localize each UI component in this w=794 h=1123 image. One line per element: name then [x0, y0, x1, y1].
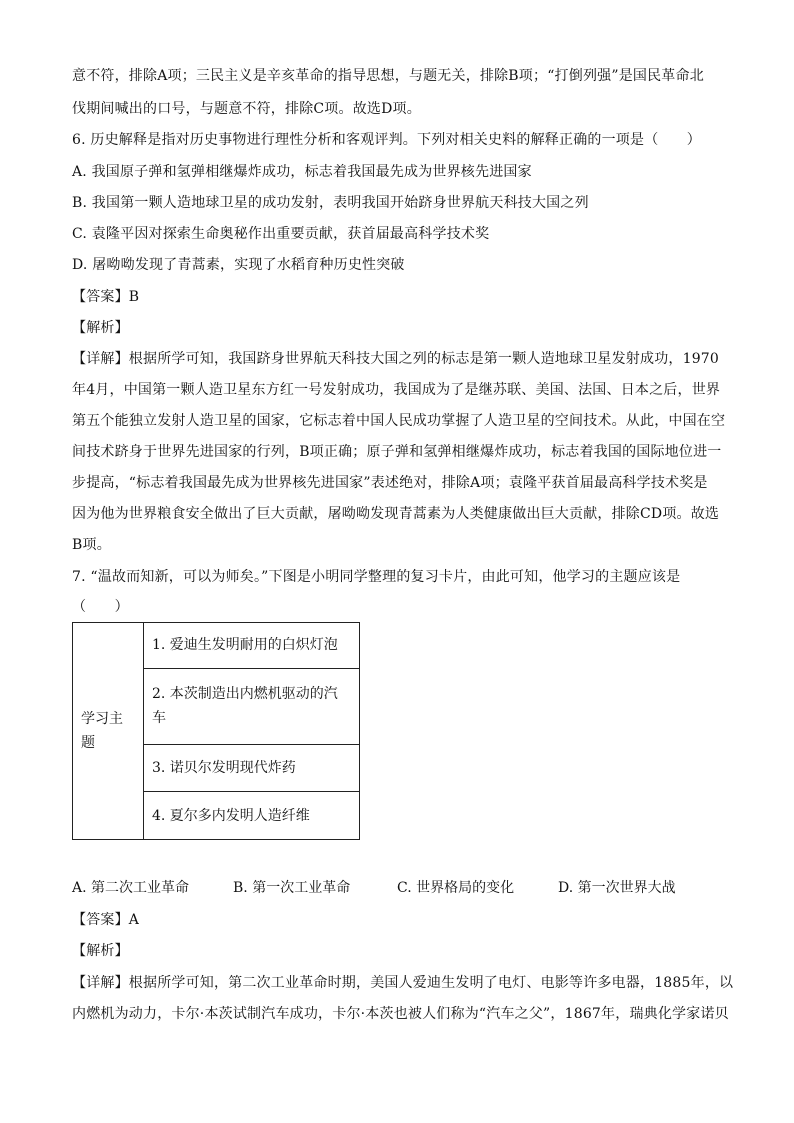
question-6-detail-line: 间技术跻身于世界先进国家的行列，B项正确；原子弹和氢弹相继爆炸成功，标志着我国的国际地位进一 — [72, 444, 722, 460]
card-theme-label: 学习主 — [81, 711, 123, 727]
question-7-option-c: C. 世界格局的变化 — [397, 880, 515, 896]
question-7-option-a: A. 第二次工业革命 — [72, 880, 190, 896]
question-6-detail-line: 第五个能独立发射人造卫星的国家，它标志着中国人民成功掌握了人造卫星的空间技术。从此，中国在空 — [72, 413, 726, 429]
question-6-detail-line: 年4月，中国第一颗人造卫星东方红一号发射成功，我国成为了是继苏联、美国、法国、日本之后，世界 — [72, 382, 721, 398]
card-item-text: 2. 本茨制造出内燃机驱动的汽 — [152, 686, 338, 703]
card-item-3: 3. 诺贝尔发明现代炸药 — [144, 744, 360, 792]
question-7-answer: 【答案】A — [72, 912, 140, 928]
question-7-option-d: D. 第一次世界大战 — [558, 880, 676, 896]
question-7-options — [72, 879, 676, 897]
question-6-detail-line: 因为他为世界粮食安全做出了巨大贡献，屠呦呦发现青蒿素为人类健康做出巨大贡献，排除CD项。故选 — [72, 506, 720, 522]
question-6-option-c: C. 袁隆平因对探索生命奥秘作出重要贡献，获首届最高科学技术奖 — [72, 226, 490, 242]
review-card-table — [72, 622, 360, 840]
card-theme-label: 题 — [81, 735, 95, 751]
card-theme-cell — [73, 623, 144, 840]
question-7-detail-line: 内燃机为动力，卡尔·本茨试制汽车成功，卡尔·本茨也被人们称为“汽车之父”，1867年，瑞典化学家诺贝 — [72, 1006, 729, 1022]
card-item-2 — [144, 668, 360, 744]
question-6-analysis-label: 【解析】 — [72, 320, 129, 336]
question-6-option-a: A. 我国原子弹和氢弹相继爆炸成功，标志着我国最先成为世界核先进国家 — [72, 164, 532, 180]
question-6-detail-line: B项。 — [72, 537, 111, 553]
question-6-stem: 6. 历史解释是指对历史事物进行理性分析和客观评判。下列对相关史料的解释正确的一项是（ ） — [72, 132, 702, 148]
card-item-text: 车 — [152, 710, 166, 727]
question-7-answer-blank: （ ） — [72, 599, 129, 615]
card-item-4: 4. 夏尔多内发明人造纤维 — [144, 792, 360, 840]
question-7-stem: 7. “温故而知新，可以为师矣。”下图是小明同学整理的复习卡片，由此可知，他学习的主题应该是 — [72, 569, 681, 585]
card-item-1: 1. 爱迪生发明耐用的白炽灯泡 — [144, 623, 360, 669]
question-6-detail-line: 步提高，“标志着我国最先成为世界核先进国家”表述绝对，排除A项；袁隆平获首届最高科学技术奖是 — [72, 475, 708, 491]
text-line: 意不符，排除A项；三民主义是辛亥革命的指导思想，与题无关，排除B项；“打倒列强”是国民革命北 — [72, 68, 704, 84]
question-6-answer: 【答案】B — [72, 289, 140, 305]
question-6-option-d: D. 屠呦呦发现了青蒿素，实现了水稻育种历史性突破 — [72, 257, 405, 273]
question-6-detail-line: 【详解】根据所学可知，我国跻身世界航天科技大国之列的标志是第一颗人造地球卫星发射成功，1970 — [72, 351, 720, 367]
question-6-option-b: B. 我国第一颗人造地球卫星的成功发射，表明我国开始跻身世界航天科技大国之列 — [72, 195, 589, 211]
question-7-option-b: B. 第一次工业革命 — [233, 880, 351, 896]
text-line: 伐期间喊出的口号，与题意不符，排除C项。故选D项。 — [72, 101, 421, 117]
question-7-analysis-label: 【解析】 — [72, 943, 129, 959]
question-7-detail-line: 【详解】根据所学可知，第二次工业革命时期，美国人爱迪生发明了电灯、电影等许多电器，1885年，以 — [72, 975, 734, 991]
